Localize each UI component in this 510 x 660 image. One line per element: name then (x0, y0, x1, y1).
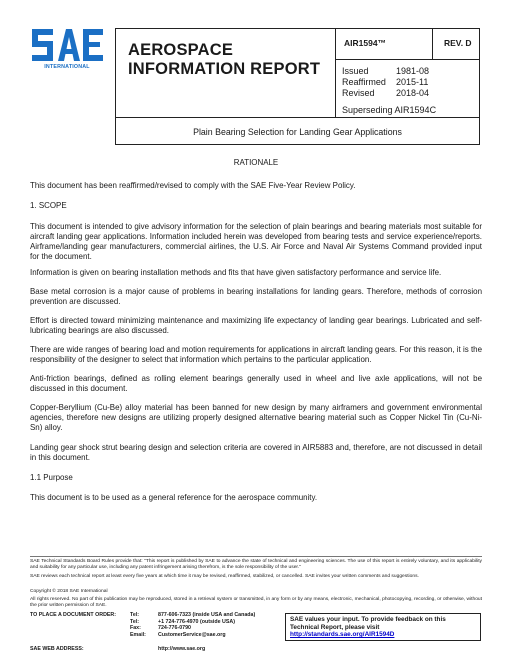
footer-review-text: SAE reviews each technical report at least every five years at which time it may be revised, reaffirmed, stabilized, or cancelled. SAE invites your written comments and suggestions. (30, 574, 419, 579)
order-spacer (30, 632, 130, 639)
order-spacer (30, 619, 130, 626)
order-value: CustomerService@sae.org (158, 631, 226, 638)
scope-paragraph-7: Copper-Beryllium (Cu-Be) alloy material has been banned for new design by many airframers and government environmental agencies, therefore new designs are utilizing properly designed alternative bearing material such as Copper Nickel Tin (Cu-Ni-Sn) alloy. (30, 403, 482, 432)
date-label: Reaffirmed (342, 77, 386, 87)
date-value: 2018-04 (396, 88, 430, 98)
date-value: 2015-11 (396, 77, 429, 87)
order-value: 724-776-0790 (158, 625, 191, 632)
order-spacer (30, 625, 130, 632)
footer-rules-text: SAE Technical Standards Board Rules provide that: "This report is published by SAE to advance the state of technical and engineering sciences. The use of this report is entirely voluntary, and its applicability and suitability for any particular use, including any patent infringement arising therefrom, is the sole responsibility of the user." (30, 559, 482, 570)
order-label: TO PLACE A DOCUMENT ORDER: (30, 612, 117, 618)
order-key: Fax: (130, 625, 141, 632)
feedback-text: SAE values your input. To provide feedback on this Technical Report, please visit (290, 616, 446, 631)
order-info (30, 612, 255, 638)
order-value: 877-606-7323 (inside USA and Canada) (158, 612, 256, 618)
date-row-issued (342, 66, 479, 77)
footer-copyright: Copyright © 2018 SAE International (30, 589, 108, 594)
footer-rights-text: All rights reserved. No part of this publication may be reproduced, stored in a retrieval system or transmitted, in any form or by any means, electronic, mechanical, photocopying, recording, or otherwise, without the prior written permission of SAE. (30, 597, 482, 608)
web-value[interactable]: http://www.sae.org (158, 646, 206, 652)
scope-heading: 1. SCOPE (30, 201, 67, 210)
report-type-box (115, 28, 336, 118)
date-label: Issued (342, 66, 369, 76)
order-row (30, 632, 255, 639)
superseding-note: Superseding AIR1594C (342, 105, 437, 115)
date-row-reaffirmed (342, 77, 479, 88)
purpose-text: This document is to be used as a general reference for the aerospace community. (30, 493, 318, 502)
report-type-line1: AEROSPACE (128, 41, 234, 59)
scope-paragraph-6: Anti-friction bearings, defined as rolling element bearings generally used in wheel and live axle applications, will not be discussed in this document. (30, 374, 482, 393)
rationale-heading: RATIONALE (233, 158, 279, 167)
scope-paragraph-8: Landing gear shock strut bearing design and selection criteria are covered in AIR5883 and, therefore, are not discussed in detail in this document. (30, 443, 482, 462)
web-label: SAE WEB ADDRESS: (30, 646, 84, 652)
web-address-row (30, 646, 205, 652)
scope-paragraph-4: Effort is directed toward minimizing maintenance and maximizing life expectancy of landing gear bearings. Lubricated and self-lubricating bearings are also discussed. (30, 316, 482, 335)
revision-label: REV. D (432, 28, 480, 60)
feedback-link[interactable]: http://standards.sae.org/AIR1594D (290, 631, 395, 638)
footer-divider (30, 556, 482, 557)
scope-paragraph-5: There are wide ranges of bearing load and motion requirements for applications in aircraft landing gears. For this reason, it is the responsibility of the designer to select that information which pertains to the particular application. (30, 345, 482, 364)
purpose-heading: 1.1 Purpose (30, 473, 73, 482)
dates-box (335, 59, 480, 118)
date-label: Revised (342, 88, 375, 98)
order-key: Email: (130, 631, 146, 638)
document-subject: Plain Bearing Selection for Landing Gear Applications (115, 117, 480, 145)
scope-paragraph-2: Information is given on bearing installation methods and fits that have given satisfactory performance and service life. (30, 268, 442, 277)
order-row (30, 619, 255, 626)
order-row (30, 612, 255, 619)
date-value: 1981-08 (396, 66, 430, 76)
sae-logo-mark (30, 27, 105, 65)
order-key: Tel: (130, 612, 140, 618)
rationale-text: This document has been reaffirmed/revised to comply with the SAE Five-Year Review Policy. (30, 181, 356, 190)
feedback-box (285, 613, 481, 641)
scope-paragraph-3: Base metal corrosion is a major cause of problems in bearing installations for landing gears. Therefore, methods of corrosion prevention are discussed. (30, 287, 482, 306)
document-number: AIR1594™ (335, 28, 433, 60)
order-row (30, 625, 255, 632)
date-row-revised (342, 88, 479, 99)
order-value: +1 724-776-4970 (outside USA) (158, 618, 235, 625)
logo-org-text: INTERNATIONAL (44, 64, 90, 70)
report-type-line2: INFORMATION REPORT (128, 60, 321, 78)
scope-paragraph-1: This document is intended to give advisory information for the selection of plain bearings and bearing materials most suitable for aircraft landing gear applications. Information included herein was developed from bearing tests and service experience/reports. Airframe/landing gear manufacturers, commercial airlines, the U.S. Air Force and Naval Air Systems Command provided input for the document. (30, 222, 482, 261)
order-key: Tel: (130, 618, 140, 625)
